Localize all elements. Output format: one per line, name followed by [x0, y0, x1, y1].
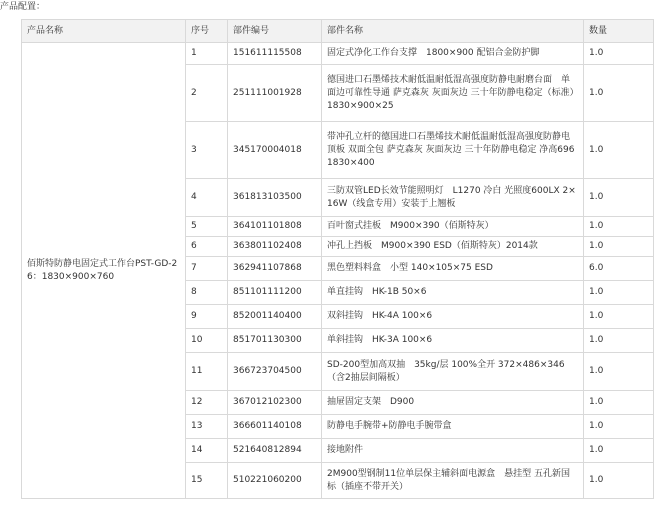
row-part-name: 百叶窗式挂板 M900×390（佰斯特灰）: [322, 217, 584, 237]
row-part-name: 带冲孔立杆的德国进口石墨烯技术耐低温耐低湿高强度防静电顶板 双面全包 萨克森灰 灰面灰边 三十年防静电稳定 净高696 1830×400: [322, 122, 584, 179]
row-seq: 10: [186, 329, 228, 353]
row-part-name: 单直挂钩 HK-1B 50×6: [322, 281, 584, 305]
row-code: 366601140108: [228, 415, 322, 439]
row-code: 364101101808: [228, 217, 322, 237]
row-qty: 1.0: [584, 281, 654, 305]
row-code: 851701130300: [228, 329, 322, 353]
row-code: 851101111200: [228, 281, 322, 305]
row-seq: 1: [186, 43, 228, 65]
row-code: 852001140400: [228, 305, 322, 329]
row-qty: 1.0: [584, 329, 654, 353]
row-part-name: SD-200型加高双抽 35kg/层 100%全开 372×486×346（含2抽层间隔板）: [322, 353, 584, 391]
row-part-name: 双斜挂钩 HK-4A 100×6: [322, 305, 584, 329]
row-qty: 1.0: [584, 305, 654, 329]
row-qty: 1.0: [584, 439, 654, 463]
row-qty: 1.0: [584, 43, 654, 65]
row-seq: 14: [186, 439, 228, 463]
row-seq: 12: [186, 391, 228, 415]
row-part-name: 冲孔上挡板 M900×390 ESD（佰斯特灰）2014款: [322, 237, 584, 257]
row-seq: 8: [186, 281, 228, 305]
row-qty: 1.0: [584, 391, 654, 415]
product-name-cell: 佰斯特防静电固定式工作台PST-GD-26：1830×900×760: [22, 43, 186, 499]
row-seq: 11: [186, 353, 228, 391]
row-qty: 1.0: [584, 353, 654, 391]
row-seq: 5: [186, 217, 228, 237]
row-seq: 2: [186, 65, 228, 122]
row-code: 151611115508: [228, 43, 322, 65]
row-code: 367012102300: [228, 391, 322, 415]
row-code: 510221060200: [228, 463, 322, 499]
row-code: 363801102408: [228, 237, 322, 257]
header-product-name: 产品名称: [22, 20, 186, 43]
row-code: 251111001928: [228, 65, 322, 122]
row-part-name: 固定式净化工作台支撑 1800×900 配铝合金防护脚: [322, 43, 584, 65]
row-qty: 1.0: [584, 463, 654, 499]
row-code: 362941107868: [228, 257, 322, 281]
row-part-name: 2M900型钢制11位单层保主辅斜面电源盒 悬挂型 五孔新国标（插座不带开关）: [322, 463, 584, 499]
header-qty: 数量: [584, 20, 654, 43]
row-qty: 6.0: [584, 257, 654, 281]
page-title: 产品配置：: [0, 2, 46, 12]
table-header-row: [22, 20, 654, 43]
row-qty: 1.0: [584, 179, 654, 217]
header-seq: 序号: [186, 20, 228, 43]
row-seq: 7: [186, 257, 228, 281]
row-code: 361813103500: [228, 179, 322, 217]
row-seq: 3: [186, 122, 228, 179]
row-part-name: 三防双管LED长效节能照明灯 L1270 冷白 光照度600LX 2×16W（线盒专用）安装于上翘板: [322, 179, 584, 217]
row-qty: 1.0: [584, 415, 654, 439]
row-code: 521640812894: [228, 439, 322, 463]
row-qty: 1.0: [584, 65, 654, 122]
table-row: [22, 43, 654, 65]
row-qty: 1.0: [584, 237, 654, 257]
row-seq: 9: [186, 305, 228, 329]
row-seq: 15: [186, 463, 228, 499]
row-qty: 1.0: [584, 122, 654, 179]
row-part-name: 防静电手腕带+防静电手腕带盒: [322, 415, 584, 439]
row-part-name: 抽屉固定支架 D900: [322, 391, 584, 415]
header-part-name: 部件名称: [322, 20, 584, 43]
product-config-table: [21, 19, 654, 499]
row-code: 366723704500: [228, 353, 322, 391]
row-part-name: 德国进口石墨烯技术耐低温耐低湿高强度防静电耐磨台面 单面边可靠性导通 萨克森灰 灰面灰边 三十年防静电稳定（标准） 1830×900×25: [322, 65, 584, 122]
row-seq: 13: [186, 415, 228, 439]
header-part-code: 部件编号: [228, 20, 322, 43]
row-seq: 6: [186, 237, 228, 257]
row-part-name: 单斜挂钩 HK-3A 100×6: [322, 329, 584, 353]
row-seq: 4: [186, 179, 228, 217]
row-part-name: 接地附件: [322, 439, 584, 463]
row-qty: 1.0: [584, 217, 654, 237]
row-code: 345170004018: [228, 122, 322, 179]
row-part-name: 黑色塑料料盒 小型 140×105×75 ESD: [322, 257, 584, 281]
